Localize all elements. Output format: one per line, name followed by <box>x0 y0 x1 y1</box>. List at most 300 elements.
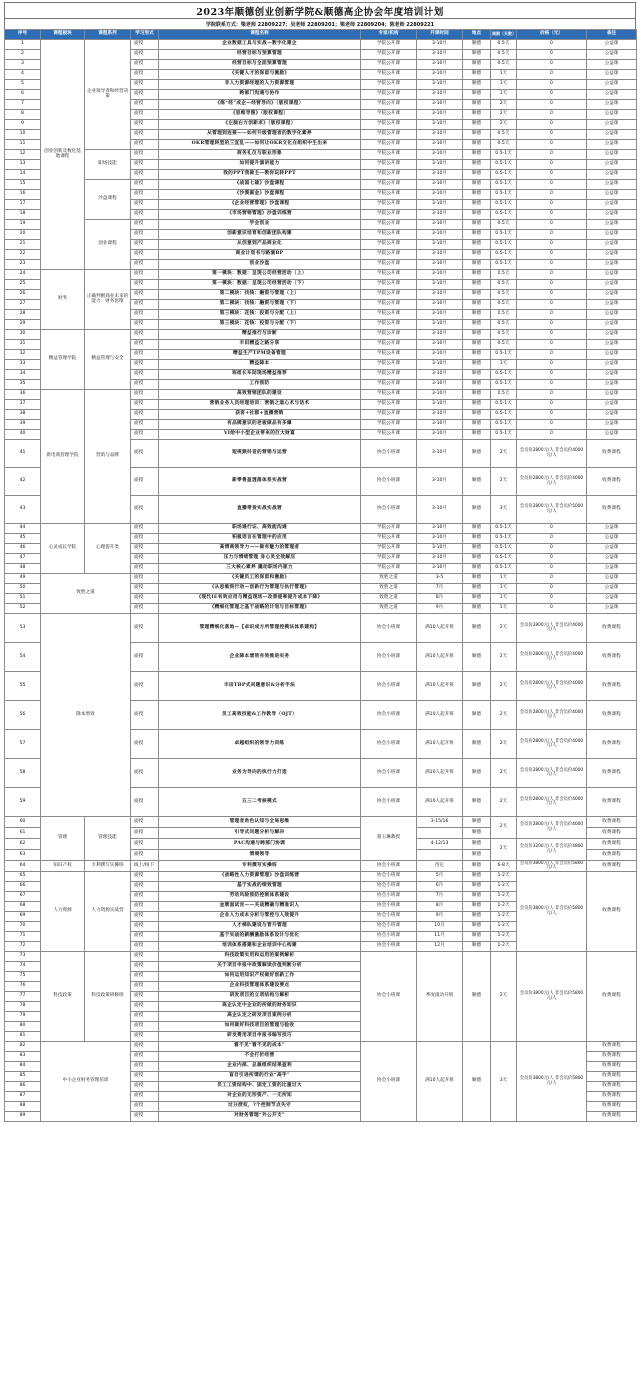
header-cell: 地点 <box>463 30 491 40</box>
table-cell: 3-10月 <box>417 110 463 120</box>
table-cell: 11月 <box>417 932 463 942</box>
table-cell: 0.5天 <box>491 290 517 300</box>
study-mode: 面授 <box>131 850 159 861</box>
table-cell: 2天 <box>491 643 517 672</box>
table-cell: 顺德 <box>463 200 491 210</box>
table-cell: 9月 <box>417 604 463 614</box>
table-cell: 顺德 <box>463 160 491 170</box>
table-cell: 3-10月 <box>417 544 463 554</box>
merged-cell: 营销与品牌 <box>85 390 131 524</box>
course-name: 职场通行证、高效能沟通 <box>159 524 361 534</box>
table-cell: 0.5天 <box>491 280 517 290</box>
table-cell: 顺德 <box>463 892 491 902</box>
study-mode: 面授 <box>131 1112 159 1122</box>
study-mode: 面授 <box>131 180 159 190</box>
study-mode: 面授 <box>131 200 159 210</box>
row-number: 72 <box>5 942 41 952</box>
table-cell: 1天 <box>491 90 517 100</box>
course-name: 基于实战的薪酬激励体系设计与优化 <box>159 932 361 942</box>
row-number: 69 <box>5 912 41 922</box>
study-mode: 面授 <box>131 80 159 90</box>
table-row <box>5 524 637 534</box>
study-mode: 面授 <box>131 564 159 574</box>
study-mode: 面授 <box>131 614 159 643</box>
price-cell: 0 <box>517 400 587 410</box>
table-cell: 顺德 <box>463 60 491 70</box>
price-cell: 会员价2800元/人 非会员价4000元/人 <box>517 643 587 672</box>
table-cell: 顺德 <box>463 574 491 584</box>
study-mode: 面授 <box>131 554 159 564</box>
course-name: 精益降本 <box>159 360 361 370</box>
row-number: 89 <box>5 1112 41 1122</box>
table-cell: 3-10月 <box>417 350 463 360</box>
study-mode: 面授 <box>131 759 159 788</box>
table-cell: 顺德 <box>463 390 491 400</box>
table-cell: 0.5天 <box>491 320 517 330</box>
price-cell: 0 <box>517 604 587 614</box>
row-number: 57 <box>5 730 41 759</box>
price-cell: 0 <box>517 410 587 420</box>
merged-cell: 心灵成长学院 <box>41 524 85 574</box>
table-cell: 收费课程 <box>587 1112 637 1122</box>
table-cell: 3-10月 <box>417 370 463 380</box>
price-cell: 会员价2800元/人 非会员价4000元/人 <box>517 730 587 759</box>
study-mode: 面授 <box>131 902 159 912</box>
table-cell: 8月 <box>417 902 463 912</box>
table-cell: 顺德 <box>463 180 491 190</box>
table-cell: 1-2天 <box>491 922 517 932</box>
row-number: 46 <box>5 544 41 554</box>
table-cell: 收费课程 <box>587 701 637 730</box>
study-mode: 面授 <box>131 160 159 170</box>
course-name: 企业数据工具与实战—数字化建企 <box>159 40 361 50</box>
table-cell: 顺德 <box>463 120 491 130</box>
row-number: 75 <box>5 972 41 982</box>
table-cell: 0.5-1天 <box>491 544 517 554</box>
study-mode: 面授 <box>131 210 159 220</box>
table-cell: 公益课 <box>587 524 637 534</box>
row-number: 85 <box>5 1072 41 1082</box>
table-cell: 0.5天 <box>491 60 517 70</box>
table-cell: 收费课程 <box>587 817 637 828</box>
table-cell: 学院公开课 <box>361 50 417 60</box>
table-cell: 3-10月 <box>417 330 463 340</box>
course-name: 盲目引进所谓的行业“高手” <box>159 1072 361 1082</box>
course-name: 科技政策实用和运用的案例解析 <box>159 952 361 962</box>
course-name: 《关键员工的保留和激励》 <box>159 574 361 584</box>
row-number: 62 <box>5 839 41 850</box>
study-mode: 面授 <box>131 982 159 992</box>
table-cell: 顺德 <box>463 912 491 922</box>
study-mode: 面授 <box>131 1082 159 1092</box>
table-cell: 学院公开课 <box>361 400 417 410</box>
table-cell: 3-10月 <box>417 310 463 320</box>
table-cell: 3-10月 <box>417 220 463 230</box>
table-cell: 0.5-1天 <box>491 524 517 534</box>
course-name: 第三模块：花钱：投资与分配（下） <box>159 320 361 330</box>
merged-cell: 季度滚动开班 <box>417 952 463 1042</box>
merged-cell: 致胜之道 <box>41 574 131 614</box>
table-cell: 学院公开课 <box>361 60 417 70</box>
price-cell: 会员价2800元/人 非会员价4000元/人 <box>517 440 587 468</box>
table-cell: 顺德 <box>463 554 491 564</box>
table-cell: 4-12/13 <box>417 839 463 850</box>
price-cell: 0 <box>517 170 587 180</box>
table-cell: 3-10月 <box>417 380 463 390</box>
table-cell: 公益课 <box>587 534 637 544</box>
course-name: 精益推行与诊断 <box>159 330 361 340</box>
study-mode: 面授 <box>131 892 159 902</box>
table-cell: 协会小班课 <box>361 872 417 882</box>
row-number: 79 <box>5 1012 41 1022</box>
table-cell: 收费课程 <box>587 440 637 468</box>
merged-cell: 会员价3200元/人 非会员价4800元/人 <box>517 839 587 861</box>
course-name: 有品牌意识的老板做品有多爆 <box>159 420 361 430</box>
study-mode: 面授 <box>131 310 159 320</box>
row-number: 11 <box>5 140 41 150</box>
table-row <box>5 390 637 400</box>
table-cell: 顺德 <box>463 410 491 420</box>
header-cell: 专家/机构 <box>361 30 417 40</box>
course-name: 看不见“看不见的成本” <box>159 1042 361 1052</box>
table-cell: 协会小班课 <box>361 788 417 817</box>
table-cell: 1-2天 <box>491 942 517 952</box>
table-cell: 致胜之道 <box>361 574 417 584</box>
table-cell: 顺德 <box>463 584 491 594</box>
table-cell: 公益课 <box>587 90 637 100</box>
study-mode: 面授 <box>131 260 159 270</box>
table-cell: 0.5-1天 <box>491 430 517 440</box>
merged-cell: 3天 <box>491 1042 517 1122</box>
table-cell: 学院公开课 <box>361 544 417 554</box>
table-cell: 顺德 <box>463 701 491 730</box>
merged-cell: 降本增效 <box>41 614 131 817</box>
price-cell: 会员价2800元/人 非会员价4000元/人 <box>517 672 587 701</box>
header-cell: 课程系列 <box>85 30 131 40</box>
table-cell: 协会小班课 <box>361 892 417 902</box>
table-cell: 公益课 <box>587 370 637 380</box>
row-number: 31 <box>5 340 41 350</box>
course-name: 营销业务人员经理培训：营销之道心术与话术 <box>159 400 361 410</box>
table-cell: 顺德 <box>463 440 491 468</box>
row-number: 88 <box>5 1102 41 1112</box>
course-name: 不会打折经营 <box>159 1052 361 1062</box>
course-name: 《思维导图》（版权课程） <box>159 110 361 120</box>
table-cell: 收费课程 <box>587 850 637 861</box>
table-cell: 公益课 <box>587 574 637 584</box>
table-cell: 学院公开课 <box>361 360 417 370</box>
table-cell: 2天 <box>491 759 517 788</box>
study-mode: 面授 <box>131 350 159 360</box>
table-cell: 协会小班课 <box>361 902 417 912</box>
study-mode: 面授 <box>131 584 159 594</box>
row-number: 86 <box>5 1082 41 1092</box>
course-name: 工作预防 <box>159 380 361 390</box>
merged-cell: 2天 <box>491 817 517 839</box>
table-cell: 公益课 <box>587 544 637 554</box>
table-body <box>5 40 637 1122</box>
table-cell: 学院公开课 <box>361 534 417 544</box>
course-name: 引导式问题分析与解决 <box>159 828 361 839</box>
table-cell: 3-10月 <box>417 130 463 140</box>
table-cell: 公益课 <box>587 260 637 270</box>
table-cell: 顺德 <box>463 370 491 380</box>
table-cell: 收费课程 <box>587 1082 637 1092</box>
row-number: 38 <box>5 410 41 420</box>
table-cell: 协会小班课 <box>361 759 417 788</box>
table-cell: 0.5-1天 <box>491 250 517 260</box>
table-cell: 满10人起开班 <box>417 788 463 817</box>
table-cell: 收费课程 <box>587 861 637 872</box>
course-name: 《从思维到行动—创新行为管理与执行管理》 <box>159 584 361 594</box>
row-number: 65 <box>5 872 41 882</box>
study-mode: 面授 <box>131 922 159 932</box>
price-cell: 0 <box>517 90 587 100</box>
table-cell: 3-10月 <box>417 90 463 100</box>
course-name: 压力与情绪管理 身心灵全效解压 <box>159 554 361 564</box>
course-name: 跨部门沟通与协作 <box>159 90 361 100</box>
table-cell: 满10人起开班 <box>417 759 463 788</box>
table-cell: 顺德 <box>463 643 491 672</box>
table-cell: 顺德 <box>463 524 491 534</box>
study-mode: 面授 <box>131 250 159 260</box>
merged-cell: 会员价3800元/人 非会员价5800元/人 <box>517 952 587 1042</box>
study-mode: 面授 <box>131 839 159 850</box>
study-mode: 面授 <box>131 110 159 120</box>
price-cell: 0 <box>517 320 587 330</box>
table-cell: 顺德 <box>463 350 491 360</box>
table-cell: 学院公开课 <box>361 300 417 310</box>
table-row <box>5 952 637 962</box>
merged-cell: 知识产权 <box>41 861 85 872</box>
row-number: 23 <box>5 260 41 270</box>
table-cell: 公益课 <box>587 584 637 594</box>
row-number: 6 <box>5 90 41 100</box>
course-name: VI给中小型企业带来的巨大财富 <box>159 430 361 440</box>
table-cell: 0.5-1天 <box>491 534 517 544</box>
course-name: 我的PPT我做主—教你玩转PPT <box>159 170 361 180</box>
course-name: 三大核心素养 撬动职场内驱力 <box>159 564 361 574</box>
study-mode: 线上/线下 <box>131 861 159 872</box>
table-cell: 公益课 <box>587 240 637 250</box>
course-name: 卓越组织的领导力训练 <box>159 730 361 759</box>
study-mode: 面授 <box>131 882 159 892</box>
row-number: 87 <box>5 1092 41 1102</box>
table-cell: 8月 <box>417 594 463 604</box>
table-cell: 6月 <box>417 882 463 892</box>
table-cell: 3-10月 <box>417 320 463 330</box>
study-mode: 面授 <box>131 390 159 400</box>
table-cell: 学院公开课 <box>361 370 417 380</box>
price-cell: 0 <box>517 554 587 564</box>
row-number: 49 <box>5 574 41 584</box>
table-cell: 学院公开课 <box>361 200 417 210</box>
contact-line: 学院联系方式：梁老师 22809227；吴老师 22809201；梁老师 22809204；陈老师 22809221 <box>4 18 636 29</box>
course-name: 《战略性人力资源管理》沙盘训练营 <box>159 872 361 882</box>
table-cell: 学院公开课 <box>361 390 417 400</box>
price-cell: 0 <box>517 340 587 350</box>
study-mode: 面授 <box>131 220 159 230</box>
table-cell: 顺德 <box>463 170 491 180</box>
course-name: 班组长车间现场精益推荐 <box>159 370 361 380</box>
table-cell: 0.5-1天 <box>491 410 517 420</box>
table-cell: 顺德 <box>463 430 491 440</box>
table-cell: 1-2天 <box>491 902 517 912</box>
row-number: 12 <box>5 150 41 160</box>
study-mode: 面授 <box>131 972 159 982</box>
course-name: OKR管理转型的三宣乱——如何让OKR文化在组织中生出来 <box>159 140 361 150</box>
table-cell: 顺德 <box>463 850 491 861</box>
merged-cell: 顺德 <box>463 1042 491 1122</box>
course-name: 《练“经”成企—经营导向》（版权课程） <box>159 100 361 110</box>
table-row <box>5 150 637 160</box>
course-name: 第二模块：找钱：融资与管理（下） <box>159 300 361 310</box>
course-name: 短视频抖音的营销与运营 <box>159 440 361 468</box>
course-name: 《精细化管理之基于战略的计划与目标管理》 <box>159 604 361 614</box>
course-name: 商务礼仪与职业形象 <box>159 150 361 160</box>
table-cell: 公益课 <box>587 270 637 280</box>
table-cell: 学院公开课 <box>361 554 417 564</box>
table-cell: 公益课 <box>587 40 637 50</box>
row-number: 5 <box>5 80 41 90</box>
price-cell: 0 <box>517 140 587 150</box>
header-cell: 课程板块 <box>41 30 85 40</box>
table-cell: 协会小班课 <box>361 861 417 872</box>
table-cell: 顺德 <box>463 290 491 300</box>
table-cell: 顺德 <box>463 50 491 60</box>
row-number: 2 <box>5 50 41 60</box>
merged-cell: 人力资源 <box>41 872 85 952</box>
price-cell: 0 <box>517 190 587 200</box>
course-name: 高企认定中企业的所做的财务知识 <box>159 1002 361 1012</box>
course-name: 过分授权，?个控制节点失守 <box>159 1102 361 1112</box>
table-cell: 1-2天 <box>491 932 517 942</box>
table-cell: 顺德 <box>463 230 491 240</box>
table-cell: 公益课 <box>587 310 637 320</box>
table-cell: 0.5-1天 <box>491 420 517 430</box>
table-cell: 公益课 <box>587 380 637 390</box>
price-cell: 0 <box>517 544 587 554</box>
price-cell: 0 <box>517 40 587 50</box>
course-name: 如何做好科技项目的管理与验收 <box>159 1022 361 1032</box>
table-cell: 顺德 <box>463 932 491 942</box>
course-name: 基于实战的绩效管理 <box>159 882 361 892</box>
study-mode: 面授 <box>131 290 159 300</box>
table-cell: 顺德 <box>463 400 491 410</box>
row-number: 17 <box>5 200 41 210</box>
course-name: 《市场营销管理》沙盘训练营 <box>159 210 361 220</box>
study-mode: 面授 <box>131 60 159 70</box>
table-cell: 协会小班课 <box>361 440 417 468</box>
merged-cell: 科技政策研修班 <box>85 952 131 1042</box>
table-cell: 3-10月 <box>417 180 463 190</box>
price-cell: 0 <box>517 220 587 230</box>
table-cell: 顺德 <box>463 759 491 788</box>
table-cell: 协会小班课 <box>361 496 417 524</box>
table-cell: 2天 <box>491 100 517 110</box>
table-cell: 0.5-1天 <box>491 150 517 160</box>
table-cell: 学院公开课 <box>361 70 417 80</box>
table-cell: 协会小班课 <box>361 643 417 672</box>
table-cell: 协会小班课 <box>361 468 417 496</box>
table-cell: 3-10月 <box>417 200 463 210</box>
study-mode: 面授 <box>131 140 159 150</box>
study-mode: 面授 <box>131 1022 159 1032</box>
merged-cell: 精益管理与安全 <box>85 330 131 390</box>
table-cell: 收费课程 <box>587 614 637 643</box>
table-cell: 3-10月 <box>417 210 463 220</box>
table-cell: 3天 <box>491 496 517 524</box>
table-cell: 3-10月 <box>417 280 463 290</box>
study-mode: 面授 <box>131 643 159 672</box>
table-cell: 3-10月 <box>417 50 463 60</box>
table-cell: 公益课 <box>587 430 637 440</box>
row-number: 77 <box>5 992 41 1002</box>
table-cell: 致胜之道 <box>361 604 417 614</box>
study-mode: 面授 <box>131 828 159 839</box>
study-mode: 面授 <box>131 90 159 100</box>
table-cell: 学院公开课 <box>361 210 417 220</box>
table-cell: 公益课 <box>587 400 637 410</box>
table-cell: 协会小班课 <box>361 672 417 701</box>
table-cell: 学院公开课 <box>361 260 417 270</box>
page-title: 2023年顺德创业创新学院&顺德高企协会年度培训计划 <box>4 2 636 18</box>
course-name: 《企业经营管理》沙盘课程 <box>159 200 361 210</box>
course-name: 直播带货实战实战营 <box>159 496 361 524</box>
table-cell: 协会小班课 <box>361 912 417 922</box>
course-name: 《左脑右方创新求》（版权课程） <box>159 120 361 130</box>
merged-cell: 新电商管理学院 <box>41 390 85 524</box>
table-cell: 2天 <box>491 468 517 496</box>
table-cell: 7月 <box>417 584 463 594</box>
table-cell: 协会小班课 <box>361 942 417 952</box>
table-cell: 顺德 <box>463 330 491 340</box>
row-number: 28 <box>5 310 41 320</box>
study-mode: 面授 <box>131 440 159 468</box>
price-cell: 0 <box>517 260 587 270</box>
row-number: 78 <box>5 1002 41 1012</box>
study-mode: 面授 <box>131 1102 159 1112</box>
table-cell: 顺德 <box>463 872 491 882</box>
table-row <box>5 574 637 584</box>
table-cell: 顺德 <box>463 110 491 120</box>
course-name: 情境领导 <box>159 850 361 861</box>
price-cell: 会员价3800元/人 非会员价5800元/人 <box>517 861 587 872</box>
price-cell: 0 <box>517 160 587 170</box>
table-row <box>5 872 637 882</box>
course-name: 高情商领导力——做有魅力的管理者 <box>159 544 361 554</box>
header-cell: 学习形式 <box>131 30 159 40</box>
course-name: 第一模块：数据：呈现公司经营活动（下） <box>159 280 361 290</box>
row-number: 7 <box>5 100 41 110</box>
course-name: 企业科技管理体系建设要点 <box>159 982 361 992</box>
price-cell: 0 <box>517 290 587 300</box>
table-cell: 学院公开课 <box>361 564 417 574</box>
table-cell: 顺德 <box>463 730 491 759</box>
table-cell: 公益课 <box>587 220 637 230</box>
table-cell: 公益课 <box>587 340 637 350</box>
study-mode: 面授 <box>131 788 159 817</box>
course-name: 从创意到产品商业化 <box>159 240 361 250</box>
table-cell <box>417 828 463 839</box>
row-number: 47 <box>5 554 41 564</box>
row-number: 41 <box>5 440 41 468</box>
study-mode: 面授 <box>131 280 159 290</box>
price-cell: 0 <box>517 210 587 220</box>
table-cell: 学院公开课 <box>361 230 417 240</box>
table-cell: 顺德 <box>463 861 491 872</box>
row-number: 83 <box>5 1052 41 1062</box>
